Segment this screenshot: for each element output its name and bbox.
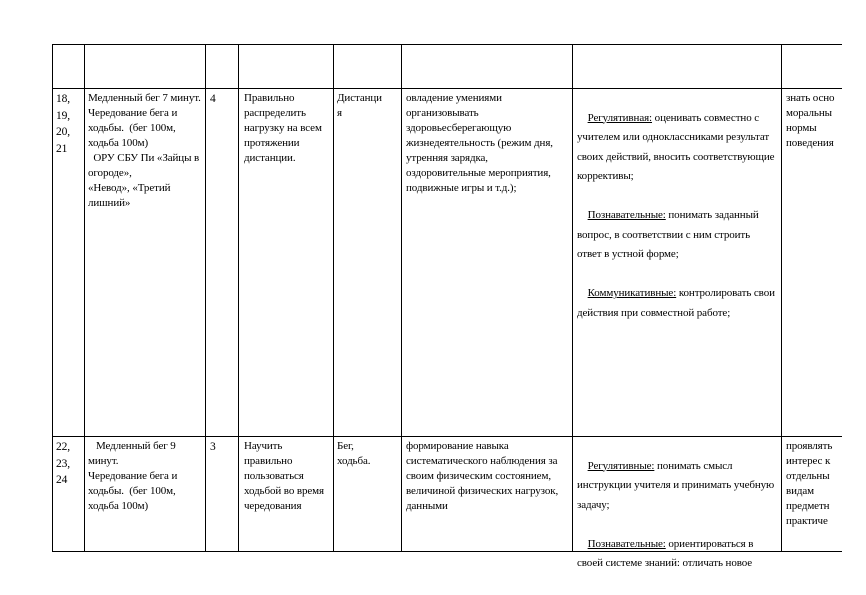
row-2-personal-results: проявлять интерес к отдельны видам предметн практиче xyxy=(786,440,833,527)
row-1-number: 18, 19, 20, 21 xyxy=(56,93,71,155)
row-2-meta-cognitive-text: ориентироваться в своей системе знаний: отличать новое xyxy=(577,537,757,569)
row-1-hours: 4 xyxy=(210,93,216,105)
row-2-goal: Научить правильно пользоваться ходьбой во время чередования xyxy=(244,440,327,512)
row-2-number: 22, 23, 24 xyxy=(56,441,71,486)
row-1-meta-cognitive-label: Познавательные: xyxy=(587,209,666,221)
row-1-meta-results xyxy=(577,89,777,343)
row-1-meta-regulative-text: оценивать совместно с учителем или одноклассниками результат своих действий, вносить соответствующие коррективы; xyxy=(577,111,778,182)
row-1-meta-communicative-text: контролировать свои действия при совместной работе; xyxy=(577,287,778,319)
row-2-meta-regulative-text: понимать смысл инструкции учителя и принимать учебную задачу; xyxy=(577,459,777,511)
row-1-concept: Дистанци я xyxy=(337,92,382,119)
row-1-meta-cognitive-text: понимать заданный вопрос, в соответствии с ним строить ответ в устной форме; xyxy=(577,209,762,260)
row-1-topic: Медленный бег 7 минут. Чередование бега и ходьбы. (бег 100м, ходьба 100м) ОРУ СБУ Пи «Зайцы в огороде», «Невод», «Третий лишний» xyxy=(88,92,201,209)
row-2-concept: Бег, ходьба. xyxy=(337,440,371,467)
row-1-personal-results: знать осно моральны нормы поведения xyxy=(786,92,835,149)
row-2-meta-results xyxy=(577,437,777,593)
column-line-8 xyxy=(781,44,782,552)
table-border-top xyxy=(52,44,842,45)
row-2-hours: 3 xyxy=(210,441,216,453)
column-line-2 xyxy=(84,44,85,552)
column-line-5 xyxy=(333,44,334,552)
row-2-topic: Медленный бег 9 минут. Чередование бега и ходьбы. (бег 100м, ходьба 100м) xyxy=(88,440,178,512)
column-line-3 xyxy=(205,44,206,552)
column-line-6 xyxy=(401,44,402,552)
column-line-4 xyxy=(238,44,239,552)
row-2-subject-results: формирование навыка систематического наблюдения за своим физическим состоянием, величиной физических нагрузок, данными xyxy=(406,440,561,512)
row-1-meta-regulative-label: Регулятивная: xyxy=(587,111,653,124)
row-1-meta-communicative-label: Коммуникативные: xyxy=(587,287,677,299)
column-line-1 xyxy=(52,44,53,552)
column-line-7 xyxy=(572,44,573,552)
row-2-meta-cognitive-label: Познавательные: xyxy=(587,537,666,550)
row-2-meta-regulative-label: Регулятивные: xyxy=(587,459,655,472)
row-1-goal: Правильно распределить нагрузку на всем протяжении дистанции. xyxy=(244,92,325,164)
row-1-subject-results: овладение умениями организовывать здоровьесберегающую жизнедеятельность (режим дня, утренняя зарядка, оздоровительные мероприятия, подвижные игры и т.д.); xyxy=(406,92,556,194)
